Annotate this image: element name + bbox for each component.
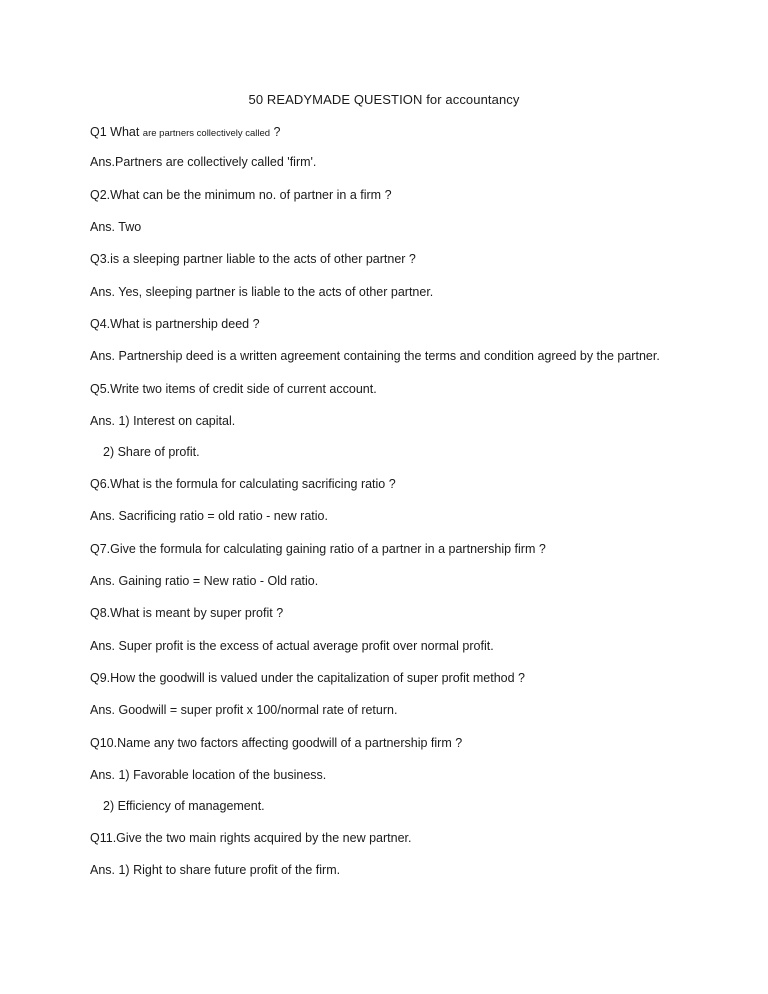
question-9: Q9.How the goodwill is valued under the capitalization of super profit method ? [90, 671, 525, 685]
answer-3: Ans. Yes, sleeping partner is liable to the acts of other partner. [90, 285, 434, 299]
question-6: Q6.What is the formula for calculating sacrificing ratio ? [90, 477, 396, 491]
answer-5-item-2: 2) Share of profit. [103, 445, 200, 459]
question-1-small-text: are partners collectively called [142, 128, 271, 139]
question-4: Q4.What is partnership deed ? [90, 317, 260, 331]
question-8: Q8.What is meant by super profit ? [90, 606, 284, 620]
answer-6: Ans. Sacrificing ratio = old ratio - new ratio. [90, 509, 328, 523]
question-7: Q7.Give the formula for calculating gaining ratio of a partner in a partnership firm ? [90, 542, 546, 556]
question-2: Q2.What can be the minimum no. of partner in a firm ? [90, 188, 392, 202]
question-5: Q5.Write two items of credit side of current account. [90, 382, 377, 396]
answer-8: Ans. Super profit is the excess of actual average profit over normal profit. [90, 639, 494, 653]
answer-1: Ans.Partners are collectively called 'firm'. [90, 155, 317, 169]
answer-10-item-2: 2) Efficiency of management. [103, 799, 265, 813]
question-1-prefix: Q1 What [90, 125, 143, 139]
answer-10-item-1: Ans. 1) Favorable location of the business. [90, 768, 327, 782]
answer-11-item-1: Ans. 1) Right to share future profit of the firm. [90, 863, 341, 877]
answer-4: Ans. Partnership deed is a written agreement containing the terms and condition agreed by the partner. [90, 349, 660, 363]
answer-5-item-1: Ans. 1) Interest on capital. [90, 414, 236, 428]
question-11: Q11.Give the two main rights acquired by the new partner. [90, 831, 412, 845]
document-title: 50 READYMADE QUESTION for accountancy [248, 92, 520, 107]
answer-9: Ans. Goodwill = super profit x 100/normal rate of return. [90, 703, 398, 717]
question-10: Q10.Name any two factors affecting goodwill of a partnership firm ? [90, 736, 463, 750]
question-1 [90, 124, 281, 142]
question-1-suffix: ? [270, 125, 281, 139]
question-3: Q3.is a sleeping partner liable to the acts of other partner ? [90, 252, 416, 266]
answer-7: Ans. Gaining ratio = New ratio - Old ratio. [90, 574, 319, 588]
answer-2: Ans. Two [90, 220, 142, 234]
